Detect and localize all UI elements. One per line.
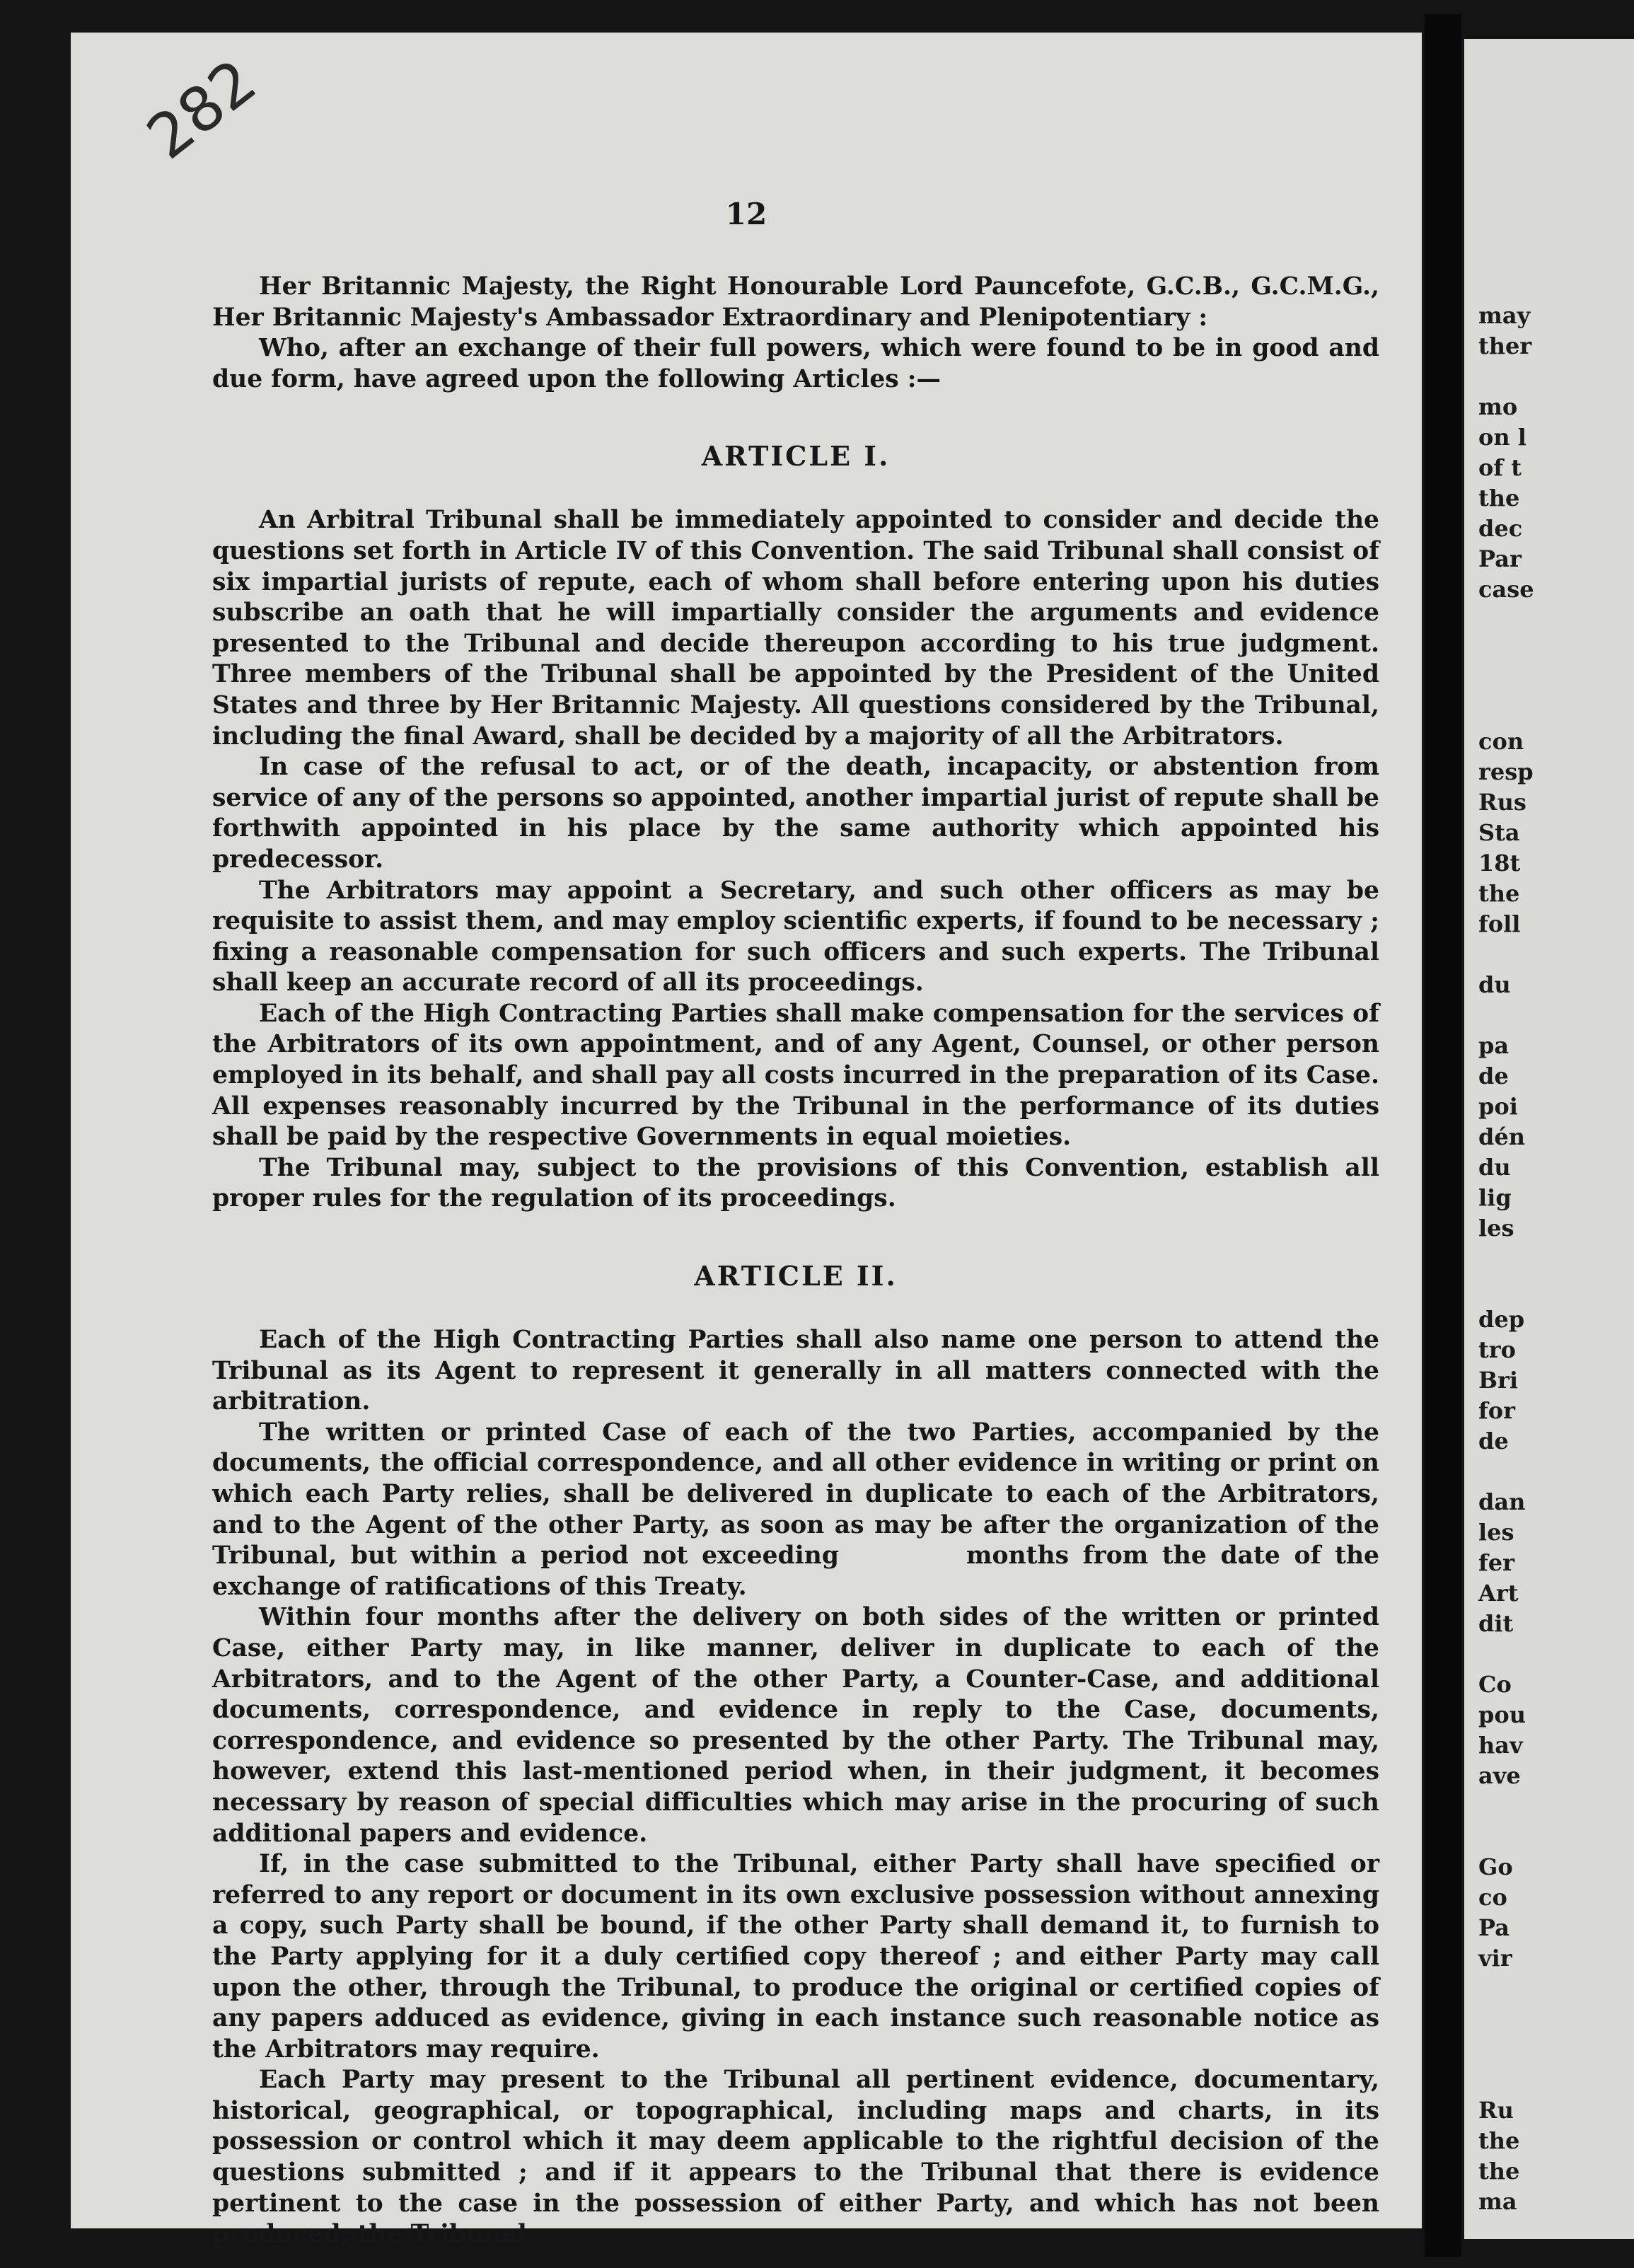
adjacent-page-line <box>1478 1457 1634 1487</box>
adjacent-page-line <box>1478 1274 1634 1304</box>
adjacent-page-line: the <box>1478 485 1520 511</box>
adjacent-page-line: Par <box>1478 545 1522 572</box>
adjacent-page-line: pou <box>1478 1701 1526 1728</box>
adjacent-page-line: du <box>1478 1154 1511 1181</box>
adjacent-page-line: may <box>1478 302 1531 329</box>
intro-paragraph: Who, after an exchange of their full powers, which were found to be in good and due form, have agreed upon the following Articles :— <box>212 334 1379 393</box>
adjacent-page-line <box>1478 2065 1634 2095</box>
adjacent-page-line: dec <box>1478 515 1523 542</box>
article-paragraph: Each Party may present to the Tribunal all pertinent evidence, documentary, historical, geographical, or topographical, including maps and charts, in its possession or control which it may deem applicable to the rightful decision of the questions submitted ; and if it appears to the Tribunal that there is evidence pertinent to the case in the possession of either Party, and which has not been produced, the Tribunal <box>212 2066 1379 2249</box>
document-page <box>71 33 1422 2249</box>
article-heading: ARTICLE I. <box>701 440 891 473</box>
adjacent-page-line: Bri <box>1478 1367 1519 1394</box>
adjacent-page-text <box>1478 301 1634 2217</box>
adjacent-page-line: the <box>1478 2127 1520 2154</box>
adjacent-page-line <box>1478 635 1634 666</box>
book-gutter <box>1425 14 1461 2257</box>
adjacent-page-line <box>1478 1822 1634 1852</box>
adjacent-page-line <box>1478 605 1634 635</box>
adjacent-page-line: les <box>1478 1215 1514 1242</box>
adjacent-page-line: case <box>1478 576 1534 603</box>
adjacent-page-line: poi <box>1478 1093 1518 1120</box>
adjacent-page-line: co <box>1478 1884 1507 1911</box>
adjacent-page-line <box>1478 1000 1634 1031</box>
adjacent-page-line: Sta <box>1478 819 1520 846</box>
adjacent-page-line <box>1478 1974 1634 2004</box>
intro-paragraph: Her Britannic Majesty, the Right Honourable Lord Pauncefote, G.C.B., G.C.M.G., Her Britannic Majesty's Ambassador Extraordinary and Plenipotentiary : <box>212 272 1379 332</box>
adjacent-page-line: dit <box>1478 1610 1514 1637</box>
adjacent-page-line <box>1478 1639 1634 1670</box>
paragraph-text: The written or printed Case of each of the two Parties, accompanied by the documents, the official correspondence, and all other evidence in writing or print on which each Party relies, shall be delivered in duplicate to each of the Arbitrators, and to the Agent of the other Party, as soon as may be after the organization of the Tribunal, but within a period not exceeding <box>212 1418 1379 1570</box>
adjacent-page-line <box>1478 361 1634 392</box>
adjacent-page-line: pa <box>1478 1032 1510 1059</box>
adjacent-page-line: vir <box>1478 1945 1512 1972</box>
article-paragraph: Each of the High Contracting Parties shall also name one person to attend the Tribunal as its Agent to represent it generally in all matters connected with the arbitration. <box>212 1326 1379 1416</box>
adjacent-page-line: con <box>1478 728 1524 755</box>
page-number: 12 <box>725 197 767 231</box>
adjacent-page-line: hav <box>1478 1732 1523 1759</box>
adjacent-page-line <box>1478 1244 1634 1274</box>
adjacent-page-line: the <box>1478 880 1520 907</box>
article-paragraph: In case of the refusal to act, or of the death, incapacity, or abstention from service of any of the persons so appointed, another impartial jurist of repute shall be forthwith appointed in his place by the same authority which appointed his predecessor. <box>212 753 1379 874</box>
adjacent-page-line: the <box>1478 2158 1520 2185</box>
adjacent-page-line: Go <box>1478 1853 1513 1880</box>
adjacent-page-line: les <box>1478 1519 1514 1546</box>
adjacent-page-line <box>1478 666 1634 696</box>
adjacent-page-line: Ru <box>1478 2097 1514 2124</box>
adjacent-page-line: lig <box>1478 1184 1512 1211</box>
article-paragraph <box>212 1418 1379 1603</box>
adjacent-page-line: ma <box>1478 2188 1517 2215</box>
article-paragraph: If, in the case submitted to the Tribunal, either Party shall have specified or referred to any report or document in its own exclusive possession without annexing a copy, such Party shall be bound, if the other Party shall demand it, to furnish to the Party applying for it a duly certified copy thereof ; and either Party may call upon the other, through the Tribunal, to produce the original or certified copies of any papers adduced as evidence, giving in each instance such reasonable notice as the Arbitrators may require. <box>212 1850 1379 2064</box>
adjacent-page-line: Pa <box>1478 1914 1510 1941</box>
article-paragraph: The Arbitrators may appoint a Secretary, and such other officers as may be requisite to assist them, and may employ scientific experts, if found to be necessary ; fixing a reasonable compensation for such officers and such experts. The Tribunal shall keep an accurate record of all its proceedings. <box>212 876 1379 997</box>
article-paragraph: Each of the High Contracting Parties shall make compensation for the services of the Arbitrators of its own appointment, and of any Agent, Counsel, or other person employed in its behalf, and shall pay all costs incurred in the preparation of its Case. All expenses reasonably incurred by the Tribunal in the performance of its duties shall be paid by the respective Governments in equal moieties. <box>212 999 1379 1152</box>
adjacent-page-line: mo <box>1478 393 1518 420</box>
article-heading: ARTICLE II. <box>694 1260 898 1292</box>
adjacent-page-line: fer <box>1478 1549 1514 1576</box>
adjacent-page-line <box>1478 696 1634 727</box>
body-text <box>212 272 1379 2250</box>
adjacent-page-line: 18t <box>1478 850 1521 876</box>
paragraph-text: months from the date of the exchange of ratifications of this Treaty. <box>212 1541 1379 1601</box>
adjacent-page-line <box>1478 939 1634 970</box>
adjacent-page-line: tro <box>1478 1336 1516 1363</box>
article-paragraph: Within four months after the delivery on both sides of the written or printed Case, either Party may, in like manner, deliver in duplicate to each of the Arbitrators, and to the Agent of the other Party, a Counter-Case, and additional documents, correspondence, and evidence in reply to the Case, documents, correspondence, and evidence so presented by the other Party. The Tribunal may, however, extend this last-mentioned period when, in their judgment, it becomes necessary by reason of special difficulties which may arise in the procuring of such additional papers and evidence. <box>212 1603 1379 1848</box>
adjacent-page-line: dan <box>1478 1488 1526 1515</box>
adjacent-page-line: dén <box>1478 1123 1525 1150</box>
adjacent-page-line: ther <box>1478 332 1532 359</box>
adjacent-page-edge <box>1464 39 1634 2239</box>
adjacent-page-line: de <box>1478 1063 1509 1089</box>
adjacent-page-line: Co <box>1478 1671 1512 1698</box>
adjacent-page-line: resp <box>1478 758 1534 785</box>
adjacent-page-line: de <box>1478 1428 1509 1454</box>
article-paragraph: The Tribunal may, subject to the provisions of this Convention, establish all proper rules for the regulation of its proceedings. <box>212 1153 1379 1213</box>
adjacent-page-line: dep <box>1478 1306 1525 1333</box>
article-paragraph: An Arbitral Tribunal shall be immediately appointed to consider and decide the questions set forth in Article IV of this Convention. The said Tribunal shall consist of six impartial jurists of repute, each of whom shall before entering upon his duties subscribe an oath that he will impartially consider the arguments and evidence presented to the Tribunal and decide thereupon according to his true judgment. Three members of the Tribunal shall be appointed by the President of the United States and three by Her Britannic Majesty. All questions considered by the Tribunal, including the final Award, shall be decided by a majority of all the Arbitrators. <box>212 506 1379 751</box>
adjacent-page-line: du <box>1478 971 1511 998</box>
adjacent-page-line: for <box>1478 1397 1515 1424</box>
adjacent-page-line: of t <box>1478 454 1522 481</box>
adjacent-page-line <box>1478 1791 1634 1822</box>
adjacent-page-line <box>1478 2004 1634 2035</box>
handwritten-folio-number: 282 <box>134 45 270 173</box>
adjacent-page-line: Rus <box>1478 789 1526 816</box>
adjacent-page-line: Art <box>1478 1580 1519 1607</box>
adjacent-page-line: ave <box>1478 1762 1521 1789</box>
adjacent-page-line: foll <box>1478 910 1521 937</box>
adjacent-page-line <box>1478 2035 1634 2065</box>
adjacent-page-line: on l <box>1478 424 1526 451</box>
